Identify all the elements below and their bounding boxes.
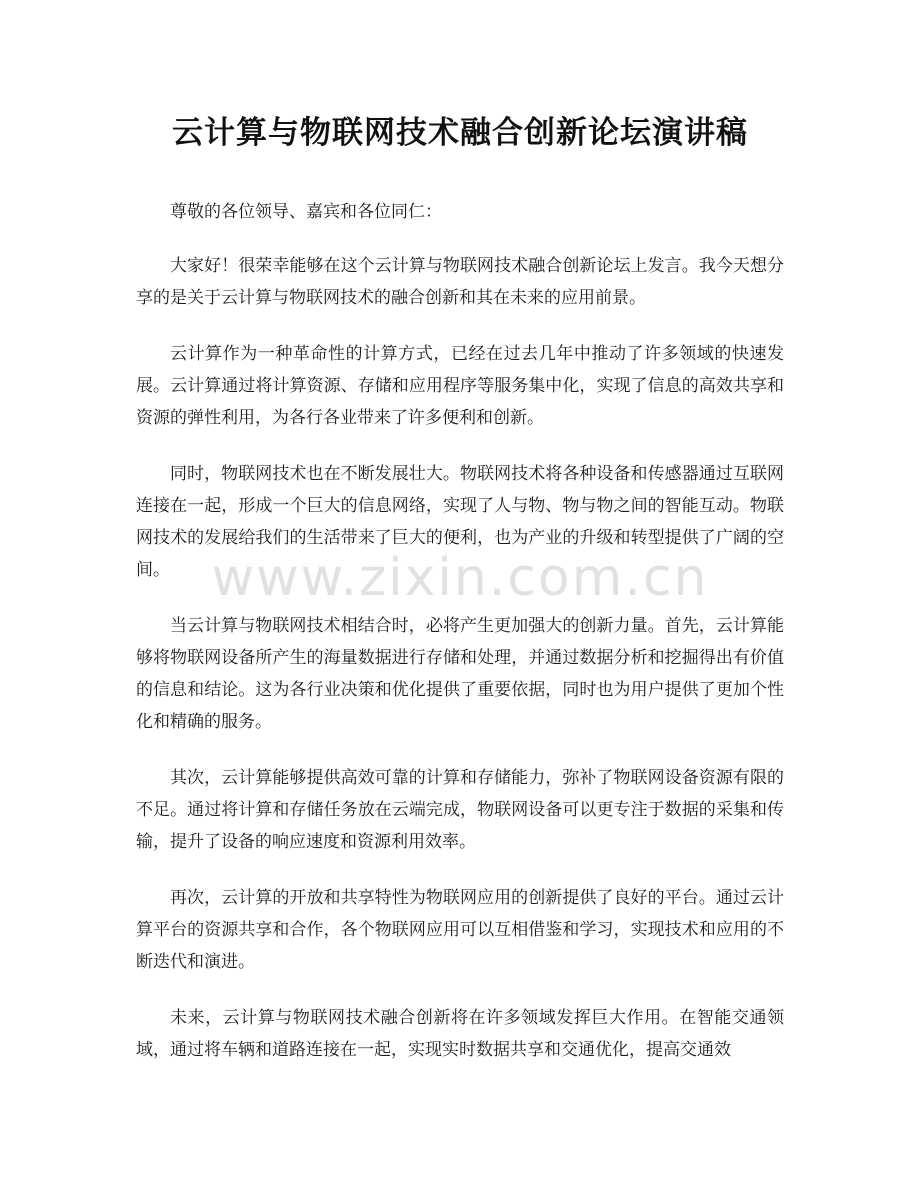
paragraph-7: 未来，云计算与物联网技术融合创新将在许多领域发挥巨大作用。在智能交通领域，通过将车辆和道路连接在一起，实现实时数据共享和交通优化，提高交通效 — [136, 1008, 784, 1060]
paragraph-4: 当云计算与物联网技术相结合时，必将产生更加强大的创新力量。首先，云计算能够将物联网设备所产生的海量数据进行存储和处理，并通过数据分析和挖掘得出有价值的信息和结论。这为各行业决策和优化提供了重要依据，同时也为用户提供了更加个性化和精确的服务。 — [136, 616, 784, 732]
paragraph-1: 大家好！很荣幸能够在这个云计算与物联网技术融合创新论坛上发言。我今天想分享的是关于云计算与物联网技术的融合创新和其在未来的应用前景。 — [136, 256, 784, 308]
paragraph-2: 云计算作为一种革命性的计算方式，已经在过去几年中推动了许多领域的快速发展。云计算通过将计算资源、存储和应用程序等服务集中化，实现了信息的高效共享和资源的弹性利用，为各行各业带来了许多便利和创新。 — [136, 344, 784, 428]
paragraph-3: 同时，物联网技术也在不断发展壮大。物联网技术将各种设备和传感器通过互联网连接在一起，形成一个巨大的信息网络，实现了人与物、物与物之间的智能互动。物联网技术的发展给我们的生活带来了巨大的便利，也为产业的升级和转型提供了广阔的空间。 — [136, 464, 784, 580]
paragraph-6: 再次，云计算的开放和共享特性为物联网应用的创新提供了良好的平台。通过云计算平台的资源共享和合作，各个物联网应用可以互相借鉴和学习，实现技术和应用的不断迭代和演进。 — [136, 888, 784, 972]
watermark: www.zixin.com.cn — [211, 548, 709, 608]
document-title: 云计算与物联网技术融合创新论坛演讲稿 — [172, 115, 748, 151]
salutation: 尊敬的各位领导、嘉宾和各位同仁： — [170, 202, 442, 222]
paragraph-5: 其次，云计算能够提供高效可靠的计算和存储能力，弥补了物联网设备资源有限的不足。通过将计算和存储任务放在云端完成，物联网设备可以更专注于数据的采集和传输，提升了设备的响应速度和资源利用效率。 — [136, 768, 784, 852]
